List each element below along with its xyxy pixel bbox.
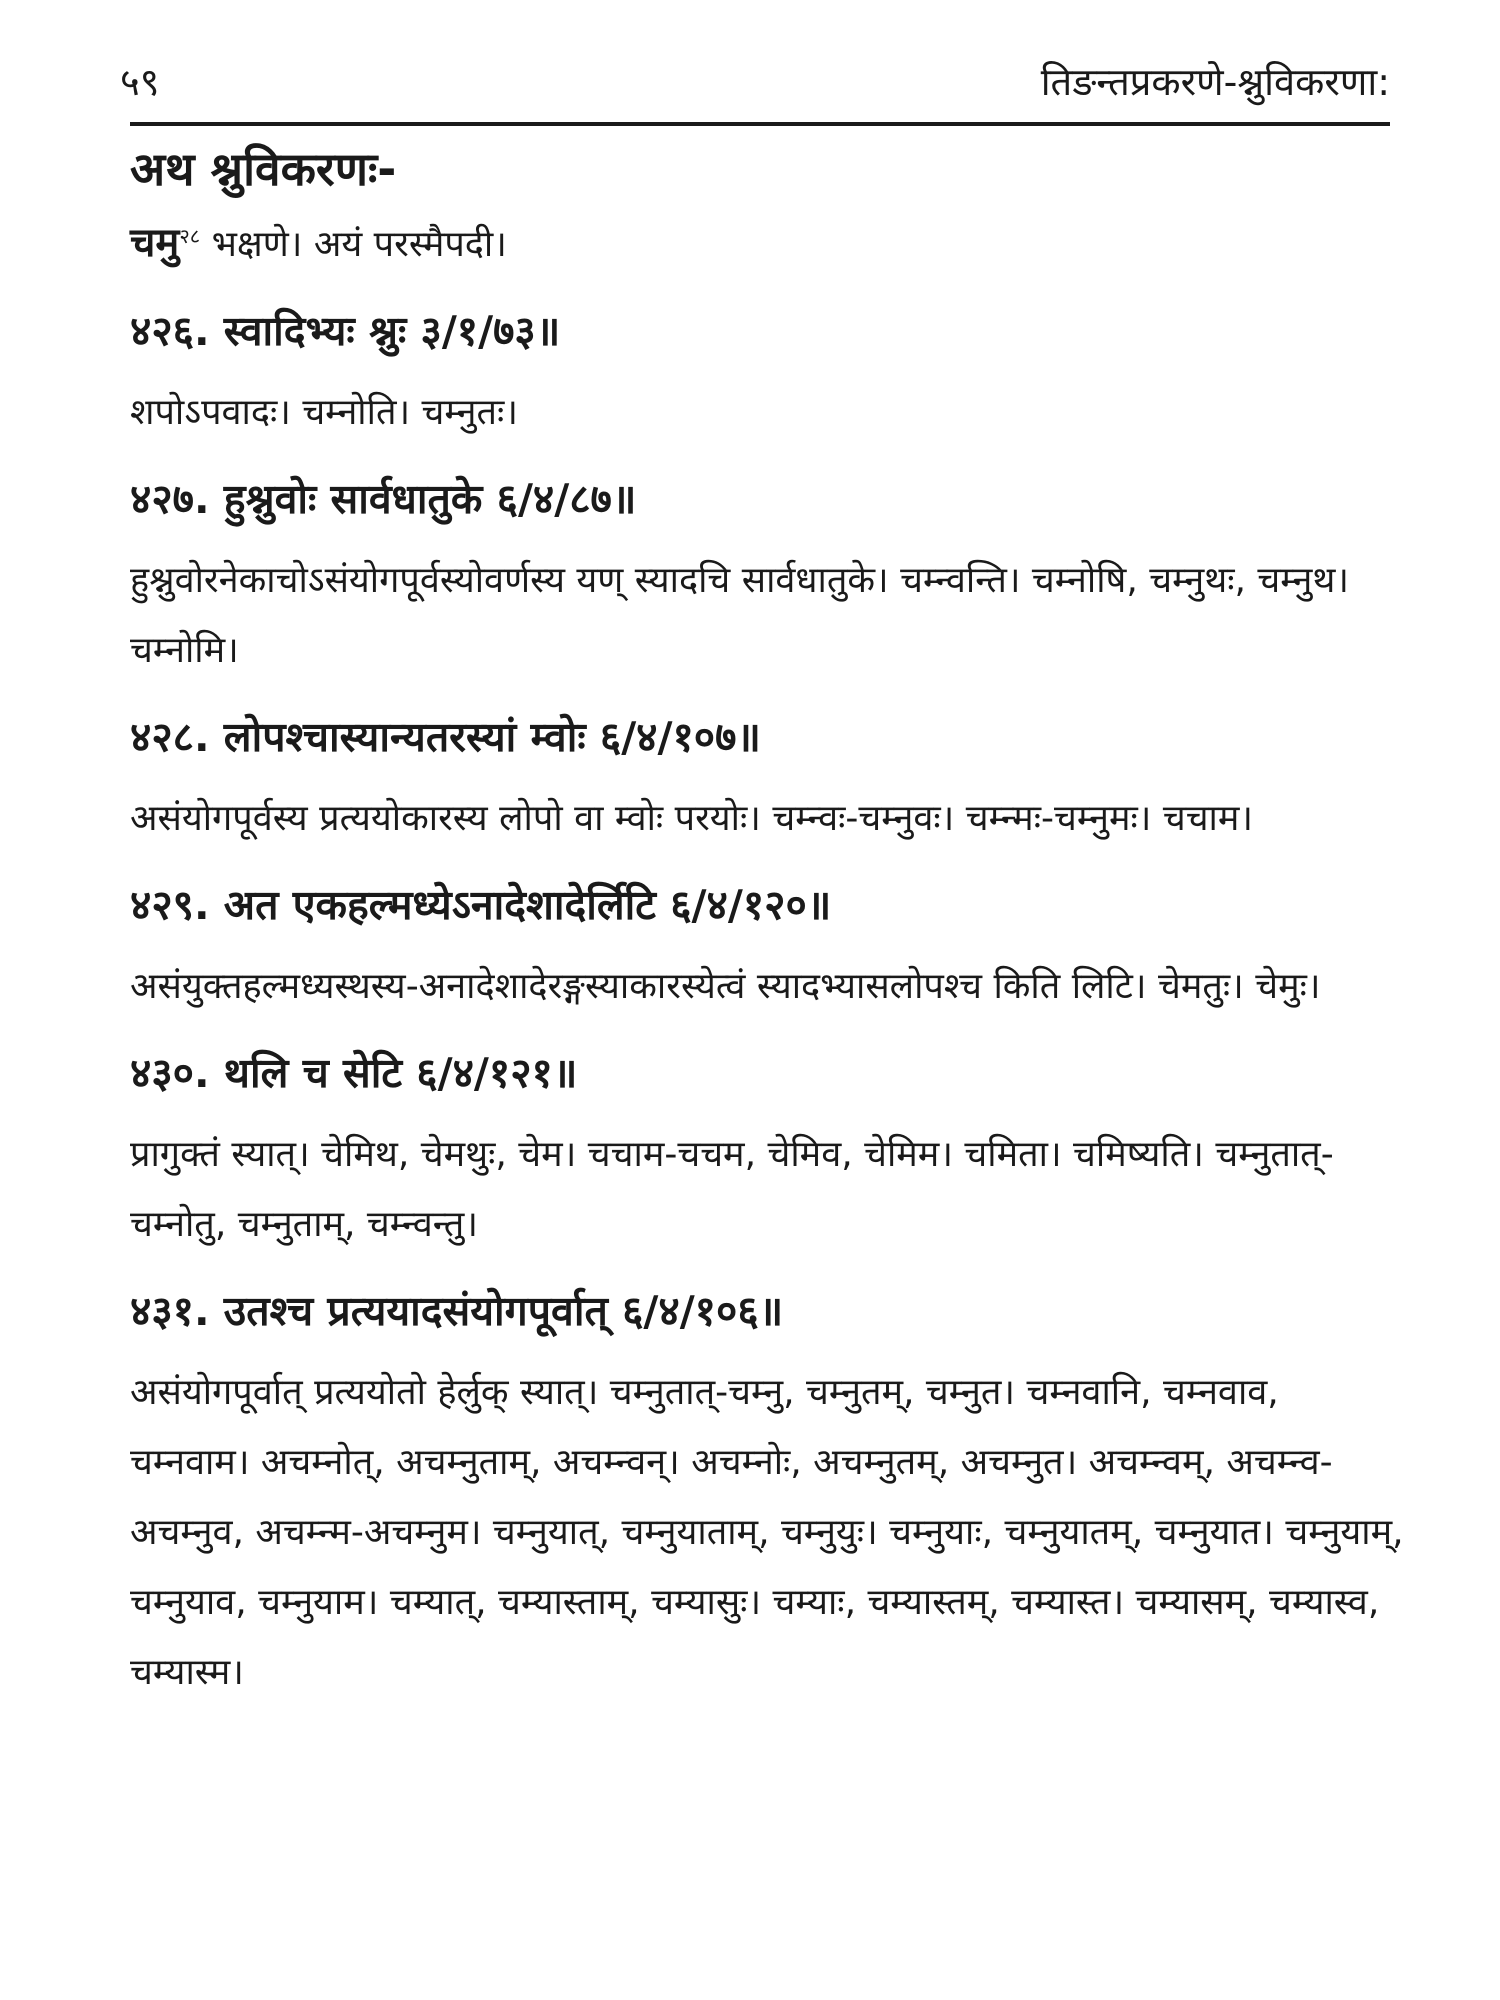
sutra-commentary: हुश्नुवोरनेकाचोऽसंयोगपूर्वस्योवर्णस्य यण् स्यादचि सार्वधातुके। चम्न्वन्ति। चम्नोषि, चम्नुथः, चम्नुथ। चम्नोमि। (130, 560, 1349, 671)
sutra-commentary: असंयोगपूर्वस्य प्रत्ययोकारस्य लोपो वा म्वोः परयोः। चम्न्वः-चम्नुवः। चम्न्मः-चम्नुमः। चचाम। (130, 798, 1254, 839)
page-body (130, 138, 1405, 1730)
section-title: अथ श्नुविकरणः- (130, 142, 397, 196)
footnote-mark: २८ (179, 224, 201, 248)
header-rule (130, 122, 1390, 126)
sutra-commentary: प्रागुक्तं स्यात्। चेमिथ, चेमथुः, चेम। चचाम-चचम, चेमिव, चेमिम। चमिता। चमिष्यति। चम्नुतात्-चम्नोतु, चम्नुताम्, चम्न्वन्तु। (130, 1134, 1334, 1245)
sutra-commentary: असंयोगपूर्वात् प्रत्ययोतो हेर्लुक् स्यात्। चम्नुतात्-चम्नु, चम्नुतम्, चम्नुत। चम्नवानि, चम्नवाव, चम्नवाम। अचम्नोत्, अचम्नुताम्, अचम्न्वन्। अचम्नोः, अचम्नुतम्, अचम्नुत। अचम्न्वम्, अचम्न्व-अचम्नुव, अचम्न्म-अचम्नुम। चम्नुयात्, चम्नुयाताम्, चम्नुयुः। चम्नुयाः, चम्नुयातम्, चम्नुयात। चम्नुयाम्, चम्नुयाव, चम्नुयाम। चम्यात्, चम्यास्ताम्, चम्यासुः। चम्याः, चम्यास्तम्, चम्यास्त। चम्यासम्, चम्यास्व, चम्यास्म। (130, 1372, 1404, 1693)
sutra-heading: ४२६. स्वादिभ्यः श्नुः ३/१/७३॥ (130, 307, 561, 355)
page-number: ५९ (120, 60, 160, 104)
sutra-heading: ४३१. उतश्च प्रत्ययादसंयोगपूर्वात् ६/४/१०६॥ (130, 1287, 784, 1335)
intro-text: भक्षणे। अयं परस्मैपदी। (200, 224, 507, 265)
sutra-heading: ४३०. थलि च सेटि ६/४/१२१॥ (130, 1049, 578, 1097)
sutra-commentary: असंयुक्तहल्मध्यस्थस्य-अनादेशादेरङ्गस्याकारस्येत्वं स्यादभ्यासलोपश्च किति लिटि। चेमतुः। चेमुः। (130, 966, 1321, 1007)
running-head: तिङन्तप्रकरणे-श्नुविकरणा: (1040, 60, 1390, 104)
sutra-commentary: शपोऽपवादः। चम्नोति। चम्नुतः। (130, 392, 518, 433)
page-header (120, 52, 1390, 122)
sutra-heading: ४२९. अत एकहल्मध्येऽनादेशादेर्लिटि ६/४/१२०॥ (130, 881, 832, 929)
intro-line (130, 214, 1405, 274)
sutra-heading: ४२७. हुश्नुवोः सार्वधातुके ६/४/८७॥ (130, 475, 637, 523)
root-verb: चमु (130, 220, 180, 266)
sutra-heading: ४२८. लोपश्चास्यान्यतरस्यां म्वोः ६/४/१०७॥ (130, 713, 761, 761)
